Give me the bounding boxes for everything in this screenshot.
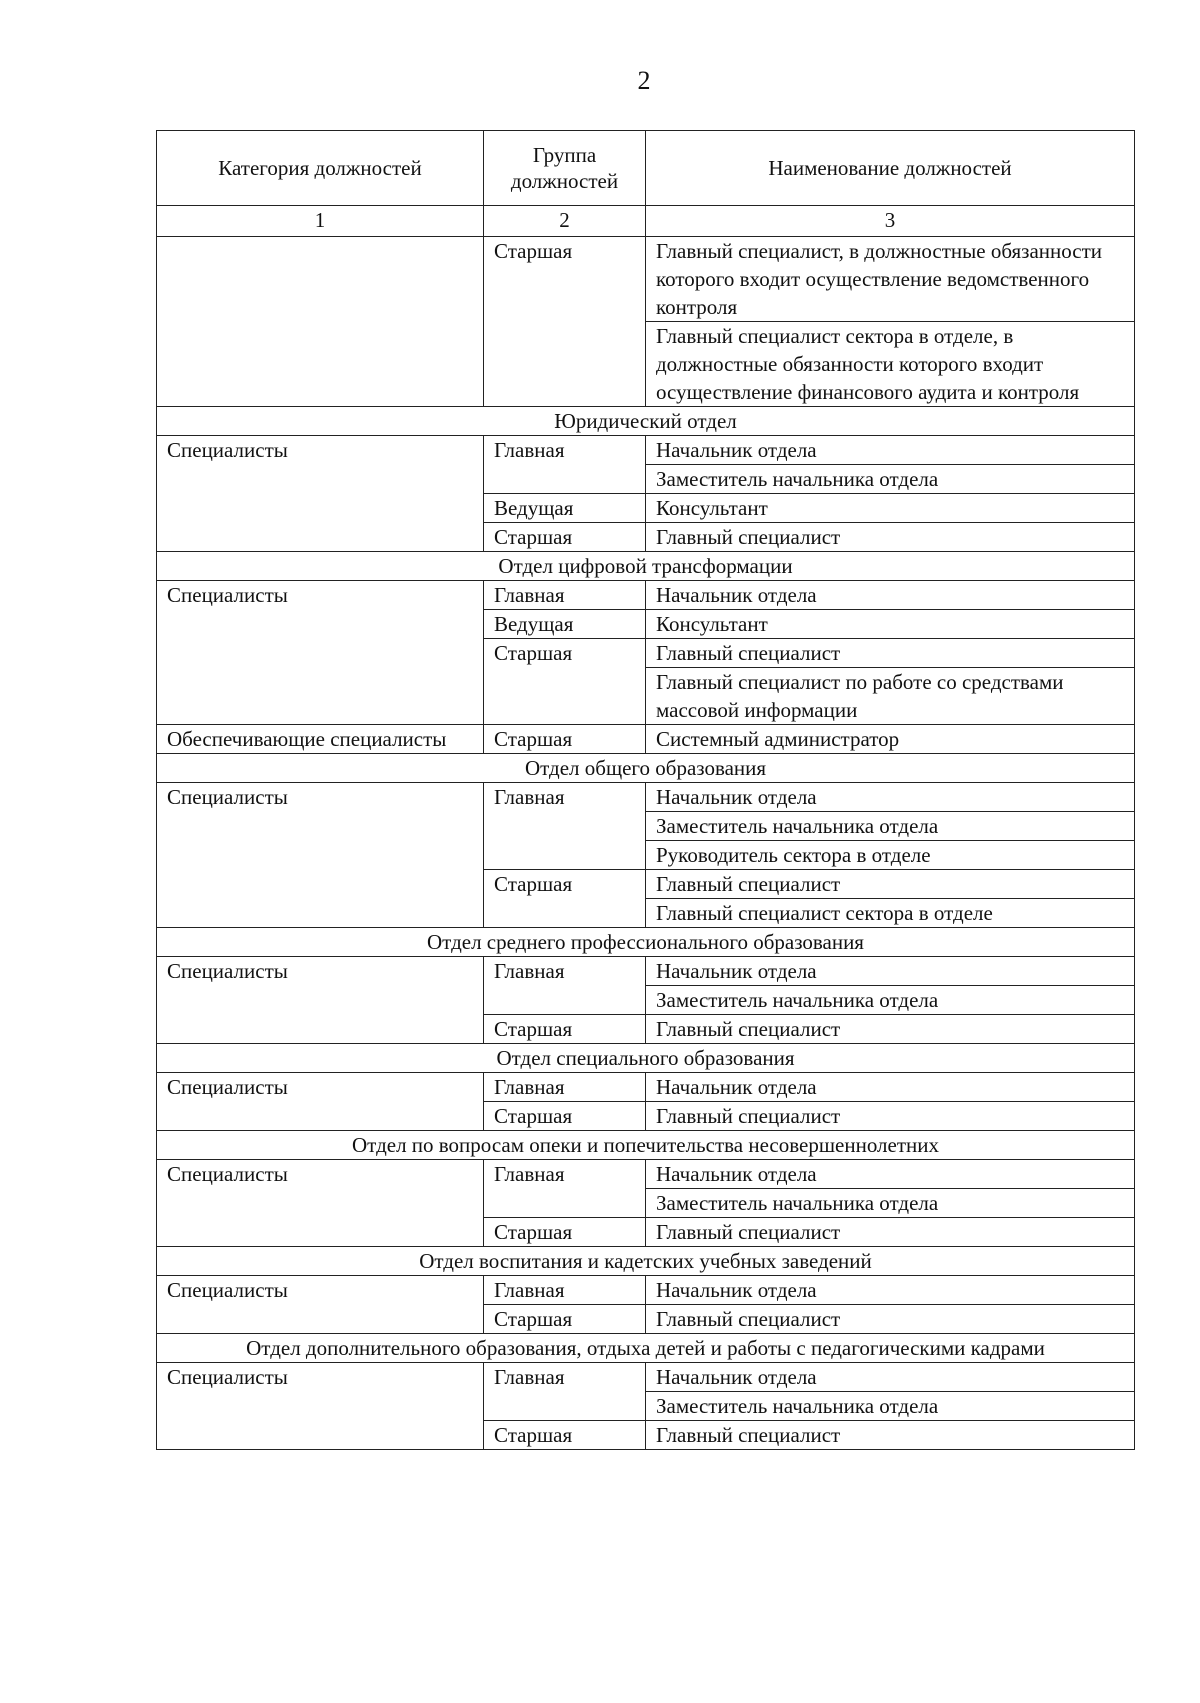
section-header-row xyxy=(157,407,1135,436)
section-header-row xyxy=(157,1131,1135,1160)
section-header-row xyxy=(157,928,1135,957)
section-header-row xyxy=(157,1334,1135,1363)
position-cell: Главный специалист xyxy=(646,1015,1135,1044)
position-cell: Начальник отдела xyxy=(646,581,1135,610)
group-cell: Главная xyxy=(484,1276,646,1305)
category-cell: Специалисты xyxy=(157,957,484,1044)
section-title: Отдел воспитания и кадетских учебных заведений xyxy=(157,1247,1135,1276)
category-cell: Специалисты xyxy=(157,1276,484,1334)
positions-table xyxy=(156,130,1135,1450)
category-cell: Специалисты xyxy=(157,783,484,928)
position-cell: Заместитель начальника отдела xyxy=(646,1189,1135,1218)
table-row xyxy=(157,436,1135,465)
position-cell: Руководитель сектора в отделе xyxy=(646,841,1135,870)
position-cell: Начальник отдела xyxy=(646,1363,1135,1392)
position-cell: Главный специалист xyxy=(646,1421,1135,1450)
category-cell: Специалисты xyxy=(157,1160,484,1247)
group-cell: Старшая xyxy=(484,523,646,552)
group-cell: Главная xyxy=(484,581,646,610)
position-cell: Начальник отдела xyxy=(646,783,1135,812)
group-cell: Ведущая xyxy=(484,610,646,639)
position-cell: Заместитель начальника отдела xyxy=(646,812,1135,841)
position-cell: Системный администратор xyxy=(646,725,1135,754)
position-cell: Заместитель начальника отдела xyxy=(646,465,1135,494)
group-cell: Главная xyxy=(484,1363,646,1421)
position-cell: Начальник отдела xyxy=(646,957,1135,986)
section-title: Отдел цифровой трансформации xyxy=(157,552,1135,581)
table-row xyxy=(157,957,1135,986)
page-number: 2 xyxy=(637,66,651,95)
position-cell: Главный специалист по работе со средствами массовой информации xyxy=(646,668,1135,725)
column-number: 2 xyxy=(484,206,646,237)
header-row xyxy=(157,131,1135,206)
section-header-row xyxy=(157,1044,1135,1073)
table-row xyxy=(157,1160,1135,1189)
table-row xyxy=(157,1276,1135,1305)
position-cell: Начальник отдела xyxy=(646,1160,1135,1189)
group-cell: Старшая xyxy=(484,639,646,725)
position-cell: Главный специалист xyxy=(646,1102,1135,1131)
group-cell: Старшая xyxy=(484,1102,646,1131)
column-number: 1 xyxy=(157,206,484,237)
category-cell: Специалисты xyxy=(157,1363,484,1450)
section-title: Юридический отдел xyxy=(157,407,1135,436)
table-row xyxy=(157,237,1135,322)
position-cell: Главный специалист xyxy=(646,639,1135,668)
position-cell: Главный специалист сектора в отделе, в должностные обязанности которого входит осуществление финансового аудита и контроля xyxy=(646,322,1135,407)
group-cell: Ведущая xyxy=(484,494,646,523)
group-cell: Главная xyxy=(484,783,646,870)
header-category: Категория должностей xyxy=(157,131,484,206)
column-number-row xyxy=(157,206,1135,237)
category-cell: Специалисты xyxy=(157,436,484,552)
position-cell: Главный специалист xyxy=(646,1305,1135,1334)
header-group: Группа должностей xyxy=(484,131,646,206)
category-cell: Специалисты xyxy=(157,1073,484,1131)
group-cell: Главная xyxy=(484,1160,646,1218)
group-cell: Старшая xyxy=(484,1015,646,1044)
group-cell: Старшая xyxy=(484,1421,646,1450)
table-row xyxy=(157,725,1135,754)
section-header-row xyxy=(157,552,1135,581)
position-cell: Консультант xyxy=(646,494,1135,523)
section-title: Отдел среднего профессионального образования xyxy=(157,928,1135,957)
category-cell xyxy=(157,237,484,407)
position-cell: Заместитель начальника отдела xyxy=(646,1392,1135,1421)
position-cell: Консультант xyxy=(646,610,1135,639)
section-title: Отдел по вопросам опеки и попечительства несовершеннолетних xyxy=(157,1131,1135,1160)
group-cell: Главная xyxy=(484,1073,646,1102)
section-title: Отдел дополнительного образования, отдыха детей и работы с педагогическими кадрами xyxy=(157,1334,1135,1363)
table-row xyxy=(157,581,1135,610)
header-position: Наименование должностей xyxy=(646,131,1135,206)
section-title: Отдел общего образования xyxy=(157,754,1135,783)
section-header-row xyxy=(157,754,1135,783)
position-cell: Начальник отдела xyxy=(646,1073,1135,1102)
group-cell: Главная xyxy=(484,436,646,494)
section-title: Отдел специального образования xyxy=(157,1044,1135,1073)
group-cell: Старшая xyxy=(484,1305,646,1334)
table-row xyxy=(157,1363,1135,1392)
group-cell: Старшая xyxy=(484,725,646,754)
table-row xyxy=(157,1073,1135,1102)
position-cell: Главный специалист xyxy=(646,1218,1135,1247)
group-cell: Старшая xyxy=(484,870,646,928)
group-cell: Главная xyxy=(484,957,646,1015)
category-cell: Обеспечивающие специалисты xyxy=(157,725,484,754)
column-number: 3 xyxy=(646,206,1135,237)
position-cell: Начальник отдела xyxy=(646,1276,1135,1305)
position-cell: Главный специалист, в должностные обязанности которого входит осуществление ведомственного контроля xyxy=(646,237,1135,322)
position-cell: Главный специалист сектора в отделе xyxy=(646,899,1135,928)
group-cell: Старшая xyxy=(484,237,646,407)
position-cell: Главный специалист xyxy=(646,870,1135,899)
section-header-row xyxy=(157,1247,1135,1276)
table-row xyxy=(157,783,1135,812)
group-cell: Старшая xyxy=(484,1218,646,1247)
position-cell: Начальник отдела xyxy=(646,436,1135,465)
category-cell: Специалисты xyxy=(157,581,484,725)
position-cell: Главный специалист xyxy=(646,523,1135,552)
position-cell: Заместитель начальника отдела xyxy=(646,986,1135,1015)
